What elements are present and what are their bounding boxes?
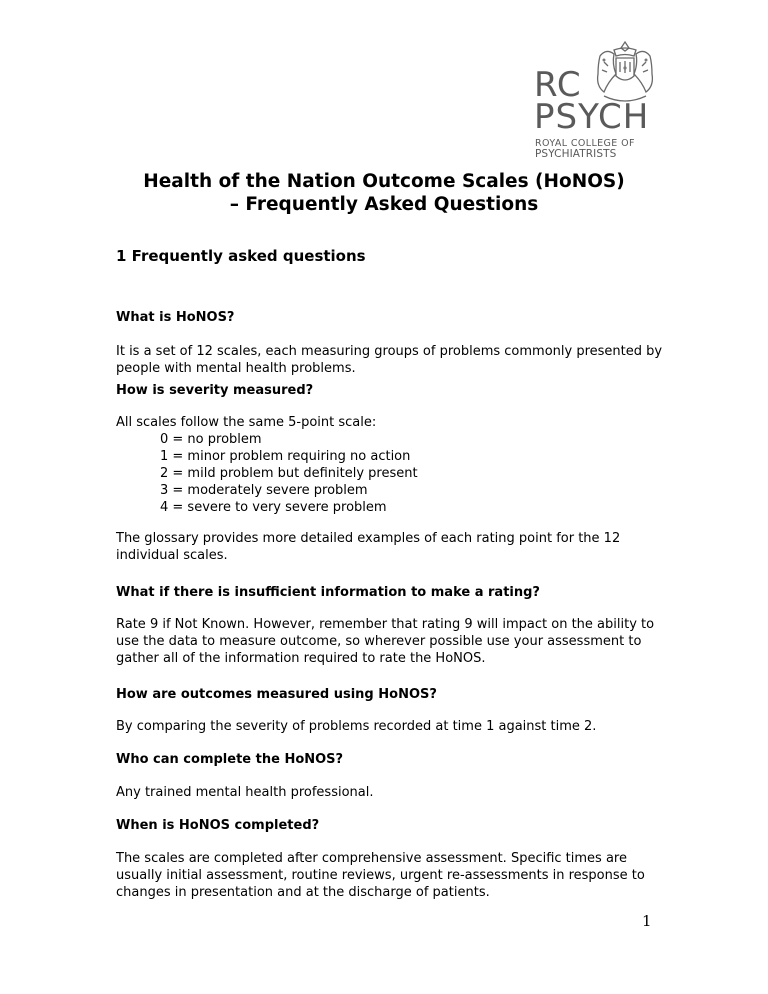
logo-psych-text: PSYCH — [534, 97, 650, 137]
page-number: 1 — [642, 912, 652, 930]
faq-answer: All scales follow the same 5-point scale: — [116, 415, 377, 430]
scale-item: 3 = moderately severe problem — [160, 483, 368, 498]
faq-question: When is HoNOS completed? — [116, 818, 320, 833]
faq-question: How is severity measured? — [116, 383, 314, 398]
scale-item: 0 = no problem — [160, 432, 262, 447]
faq-question: What if there is insufficient information to make a rating? — [116, 585, 540, 600]
scale-item: 2 = mild problem but definitely present — [160, 466, 418, 481]
faq-question: What is HoNOS? — [116, 310, 235, 325]
rcpsych-logo — [530, 40, 660, 160]
severity-scale-list — [160, 431, 418, 516]
faq-answer: Any trained mental health professional. — [116, 785, 374, 800]
logo-rc-text: RC — [534, 65, 582, 105]
crest-icon — [592, 40, 658, 104]
faq-answer: It is a set of 12 scales, each measuring groups of problems commonly presented by people with mental health problems. — [116, 344, 663, 376]
scale-item: 4 = severe to very severe problem — [160, 500, 387, 515]
faq-question: How are outcomes measured using HoNOS? — [116, 687, 437, 702]
document-title — [0, 170, 768, 216]
glossary-note: The glossary provides more detailed examples of each rating point for the 12 individual scales. — [116, 531, 621, 563]
logo-tagline-line1: ROYAL COLLEGE OF — [535, 138, 635, 149]
section-heading: 1 Frequently asked questions — [116, 247, 366, 265]
title-line-2: – Frequently Asked Questions — [229, 194, 539, 215]
faq-answer: The scales are completed after comprehensive assessment. Specific times are usually initial assessment, routine reviews, urgent re-assessments in response to changes in presentation and at the discharge of patients. — [116, 851, 645, 900]
logo-tagline-line2: PSYCHIATRISTS — [535, 148, 617, 160]
scale-item: 1 = minor problem requiring no action — [160, 449, 411, 464]
faq-answer: Rate 9 if Not Known. However, remember that rating 9 will impact on the ability to use the data to measure outcome, so wherever possible use your assessment to gather all of the information required to rate the HoNOS. — [116, 617, 655, 666]
faq-answer: By comparing the severity of problems recorded at time 1 against time 2. — [116, 719, 597, 734]
title-line-1: Health of the Nation Outcome Scales (HoNOS) — [143, 171, 625, 192]
faq-question: Who can complete the HoNOS? — [116, 752, 344, 767]
